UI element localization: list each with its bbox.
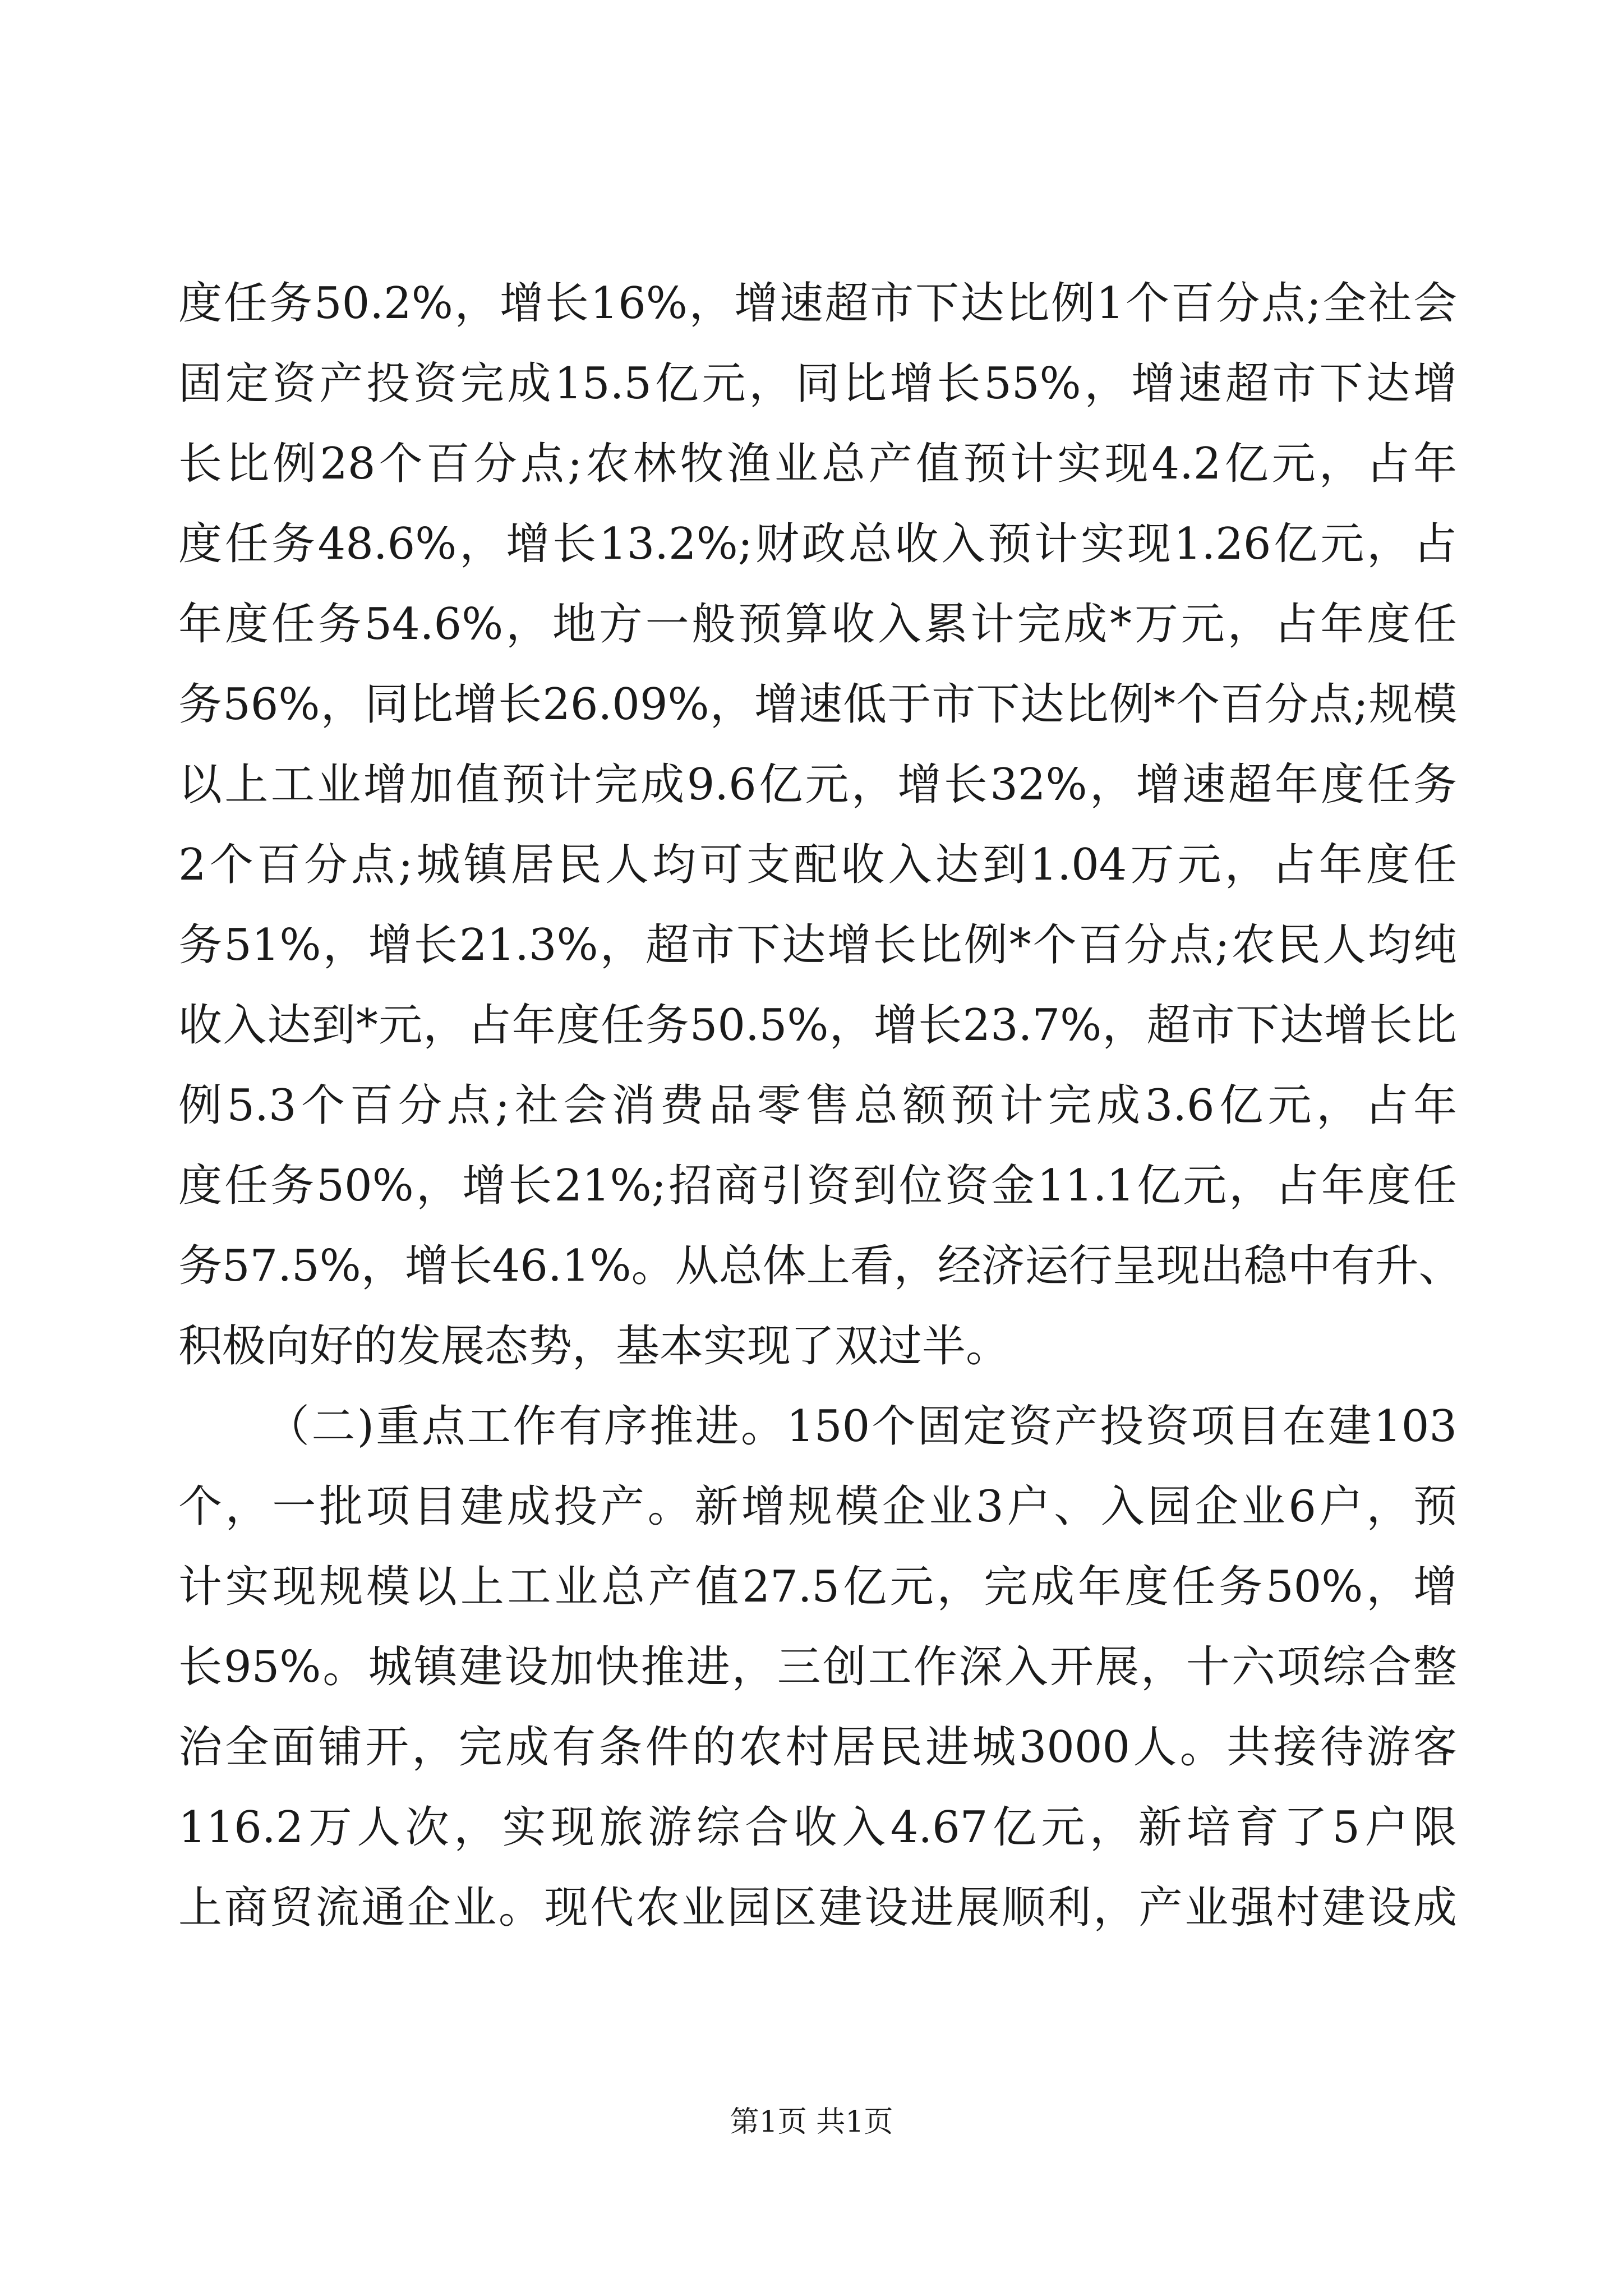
text-line: 年度任务54.6%，地方一般预算收入累计完成*万元，占年度任 [178,599,1457,650]
text-line: 计实现规模以上工业总产值27.5亿元，完成年度任务50%，增 [178,1562,1457,1612]
text-line: 度任务50%，增长21%;招商引资到位资金11.1亿元，占年度任 [178,1161,1457,1211]
text-line: 上商贸流通企业。现代农业园区建设进展顺利，产业强村建设成 [178,1883,1457,1933]
text-line: 度任务50.2%，增长16%，增速超市下达比例1个百分点;全社会 [178,278,1457,329]
text-line: 例5.3个百分点;社会消费品零售总额预计完成3.6亿元，占年 [178,1080,1457,1131]
text-line: （二)重点工作有序推进。150个固定资产投资项目在建103 [266,1401,1457,1452]
text-line: 2个百分点;城镇居民人均可支配收入达到1.04万元，占年度任 [178,840,1457,890]
page-footer [0,2098,1623,2140]
document-body [178,264,1463,1948]
text-line: 务56%，同比增长26.09%，增速低于市下达比例*个百分点;规模 [178,679,1457,730]
text-line: 长比例28个百分点;农林牧渔业总产值预计实现4.2亿元，占年 [178,439,1457,489]
paragraph-1 [178,264,1463,1387]
text-line: 务51%，增长21.3%，超市下达增长比例*个百分点;农民人均纯 [178,920,1457,970]
text-line: 务57.5%，增长46.1%。从总体上看，经济运行呈现出稳中有升、 [178,1241,1463,1291]
paragraph-2 [178,1387,1457,1948]
text-line: 收入达到*元，占年度任务50.5%，增长23.7%，超市下达增长比 [178,1000,1457,1051]
text-line: 度任务48.6%，增长13.2%;财政总收入预计实现1.26亿元，占 [178,519,1457,569]
text-line: 116.2万人次，实现旅游综合收入4.67亿元，新培育了5户限 [178,1802,1457,1853]
page-number-label: 第1页 共1页 [730,2105,893,2139]
text-line: 积极向好的发展态势，基本实现了双过半。 [178,1321,1010,1372]
text-line: 个，一批项目建成投产。新增规模企业3户、入园企业6户，预 [178,1481,1457,1532]
text-line: 固定资产投资完成15.5亿元，同比增长55%，增速超市下达增 [178,358,1457,409]
text-line: 长95%。城镇建设加快推进，三创工作深入开展，十六项综合整 [178,1642,1457,1692]
text-line: 治全面铺开，完成有条件的农村居民进城3000人。共接待游客 [178,1722,1457,1773]
text-line: 以上工业增加值预计完成9.6亿元，增长32%，增速超年度任务 [178,760,1457,810]
